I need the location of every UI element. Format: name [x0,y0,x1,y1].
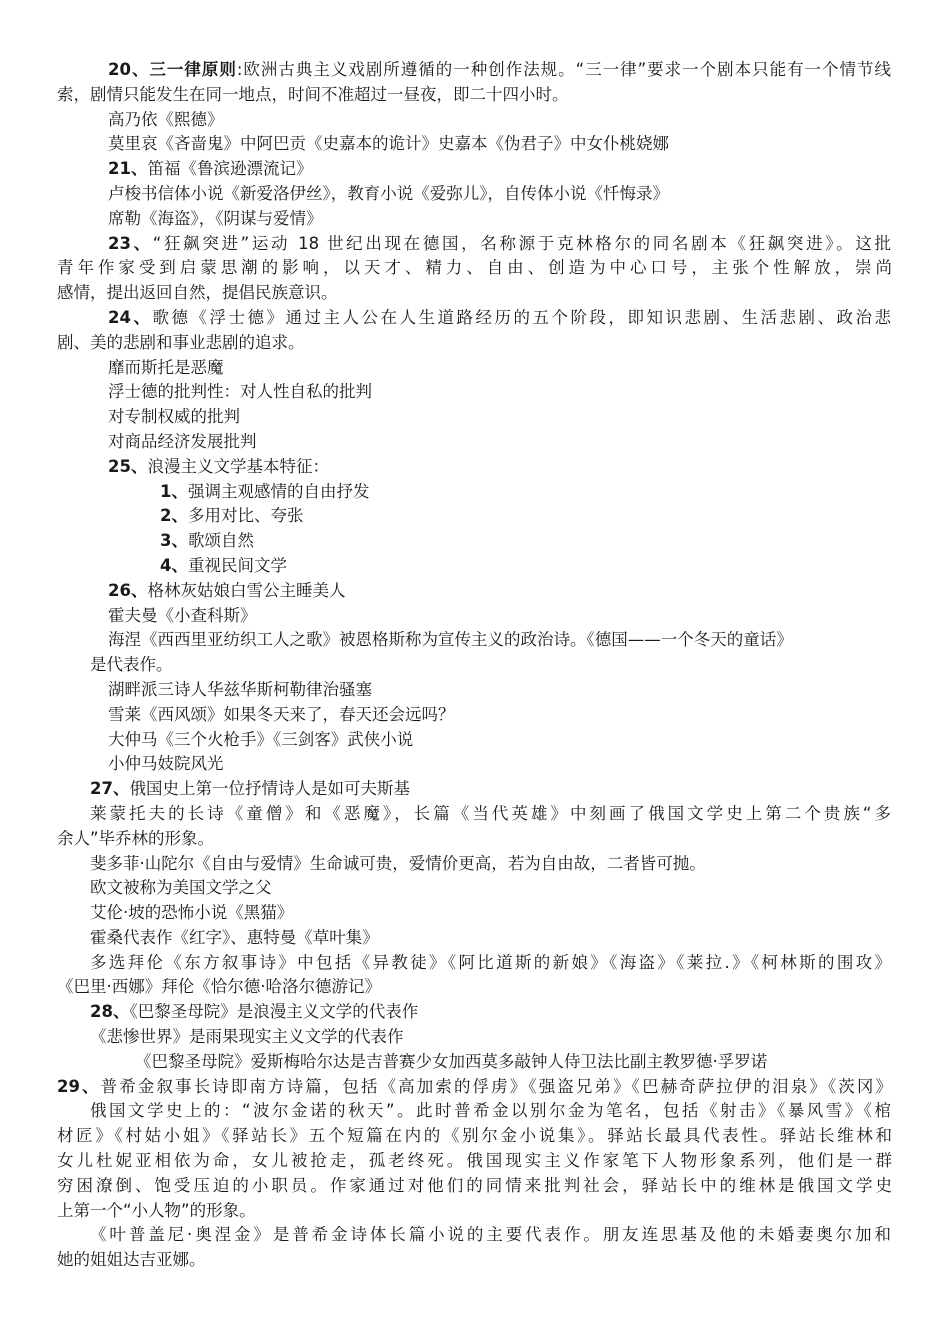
line-text: 俄国史上第一位抒情诗人是如可夫斯基 [129,779,410,799]
section-number: 29、 [57,1076,101,1096]
text-line: 对专制权威的批判 [108,407,240,427]
text-line: 斐多菲·山陀尔《自由与爱情》生命诚可贵，爱情价更高，若为自由故，二者皆可抛。 [90,853,706,873]
section-number: 27、 [90,779,130,799]
text-line: 卢梭书信体小说《新爱洛伊丝》，教育小说《爱弥儿》，自传体小说《忏悔录》 [108,183,669,203]
line-text: 歌德《浮士德》通过主人公在人生道路经历的五个阶段，即知识悲剧、生活悲剧、政治悲 [152,307,891,327]
text-line: 雪莱《西风颂》如果冬天来了，春天还会远吗？ [108,704,455,724]
line-text: 普希金叙事长诗即南方诗篇，包括《高加索的俘虏》《强盗兄弟》《巴赫奇萨拉伊的泪泉》《茨冈》 [100,1076,892,1096]
list-number: 4、 [160,555,188,575]
text-line: 海涅《西西里亚纺织工人之歌》被恩格斯称为宣传主义的政治诗。《德国——一个冬天的童话》 [108,630,793,650]
line-text: 浪漫主义文学基本特征： [147,456,329,476]
section-number: 23、 [108,233,153,253]
line-text: “狂飙突进”运动 18 世纪出现在德国，名称源于克林格尔的同名剧本《狂飙突进》。这批 [152,233,891,253]
list-item [0,554,950,579]
text-line: 《悲惨世界》是雨果现实主义文学的代表作 [90,1027,404,1047]
text-line: 大仲马《三个火枪手》《三剑客》武侠小说 [108,729,414,749]
list-item [0,504,950,529]
text-line: 多选拜伦《东方叙事诗》中包括《异教徒》《阿比道斯的新娘》《海盗》《莱拉.》《柯林斯的围攻》 [90,952,891,972]
document-page [0,58,950,1273]
list-number: 3、 [160,531,188,551]
list-number: 1、 [160,481,188,501]
text-line [0,777,950,802]
text-line: 靡而斯托是恶魔 [108,357,224,377]
text-line: 浮士德的批判性：对人性自私的批判 [108,382,372,402]
text-line: 高乃依《熙德》 [108,109,224,129]
text-line: 《叶普盖尼·奥涅金》是普希金诗体长篇小说的主要代表作。朋友连思基及他的未婚妻奥尔加和 [90,1225,891,1245]
text-line: 余人”毕乔林的形象。 [57,828,215,848]
section-number: 28、 [90,1002,130,1022]
list-item-text: 歌颂自然 [187,531,254,551]
text-line [0,232,891,257]
text-line: 《巴里·西娜》拜伦《恰尔德·哈洛尔德游记》 [57,977,381,997]
list-item-text: 强调主观感情的自由抒发 [187,481,370,501]
text-line: 席勒《海盗》，《阴谋与爱情》 [108,208,323,228]
text-line: 青年作家受到启蒙思潮的影响，以天才、精力、自由、创造为中心口号，主张个性解放，崇尚 [57,258,892,278]
text-line: 剧、美的悲剧和事业悲剧的追求。 [57,332,305,352]
text-line [0,306,891,331]
text-line: 《巴黎圣母院》爱斯梅哈尔达是吉普赛少女加西莫多敲钟人侍卫法比副主教罗德·孚罗诺 [135,1051,768,1071]
section-number: 26、 [108,580,148,600]
text-line: 小仲马妓院风光 [108,754,224,774]
text-line: 霍桑代表作《红字》、惠特曼《草叶集》 [90,927,379,947]
text-line [0,58,891,83]
section-number: 21、 [108,159,148,179]
text-line: 欧文被称为美国文学之父 [90,878,272,898]
section-number: 25、 [108,456,148,476]
list-item-text: 重视民间文学 [187,555,287,575]
text-line: 感情，提出返回自然，提倡民族意识。 [57,283,338,303]
text-line: 莫里哀《吝啬鬼》中阿巴贡《史嘉本的诡计》史嘉本《伪君子》中女仆桃娆娜 [108,134,669,154]
text-line: 艾伦·坡的恐怖小说《黑猫》 [90,903,294,923]
list-number: 2、 [160,506,188,526]
line-text: 笛福《鲁滨逊漂流记》 [147,159,313,179]
line-text: :欧洲古典主义戏剧所遵循的一种创作法规。“三一律”要求一个剧本只能有一个情节线 [236,60,891,79]
text-line [0,1075,892,1100]
text-line: 索，剧情只能发生在同一地点，时间不准超过一昼夜，即二十四小时。 [57,84,569,104]
text-line [0,455,950,480]
line-text: 《巴黎圣母院》是浪漫主义文学的代表作 [129,1002,419,1022]
text-line [0,579,950,604]
text-line: 上第一个“小人物”的形象。 [57,1200,256,1220]
text-line: 霍夫曼《小查科斯》 [108,605,257,625]
list-item [0,480,950,505]
section-number: 24、 [108,307,153,327]
text-line: 女儿杜妮亚相依为命，女儿被抢走，孤老终死。俄国现实主义作家笔下人物形象系列，他们是一群 [57,1151,892,1171]
line-text: 格林灰姑娘白雪公主睡美人 [147,580,346,600]
text-line: 对商品经济发展批判 [108,431,257,451]
text-line: 莱蒙托夫的长诗《童僧》和《恶魔》，长篇《当代英雄》中刻画了俄国文学史上第二个贵族“多 [90,803,891,823]
text-line [0,157,950,182]
text-line: 是代表作。 [90,655,173,675]
text-line: 她的姐姐达吉亚娜。 [57,1250,206,1270]
list-item [0,529,950,554]
text-line: 俄国文学史上的：“波尔金诺的秋天”。此时普希金以别尔金为笔名，包括《射击》《暴风雪》《棺 [90,1101,891,1121]
section-heading: 20、三一律原则 [108,60,237,79]
text-line: 穷困潦倒、饱受压迫的小职员。作家通过对他们的同情来批判社会，驿站长中的维林是俄国文学史 [57,1175,892,1195]
list-item-text: 多用对比、夸张 [187,506,304,526]
text-line [0,1000,950,1025]
text-line: 材匠》《村姑小姐》《驿站长》五个短篇在内的《别尔金小说集》。驿站长最具代表性。驿站长维林和 [57,1126,892,1146]
text-line: 湖畔派三诗人华兹华斯柯勒律治骚塞 [108,679,372,699]
